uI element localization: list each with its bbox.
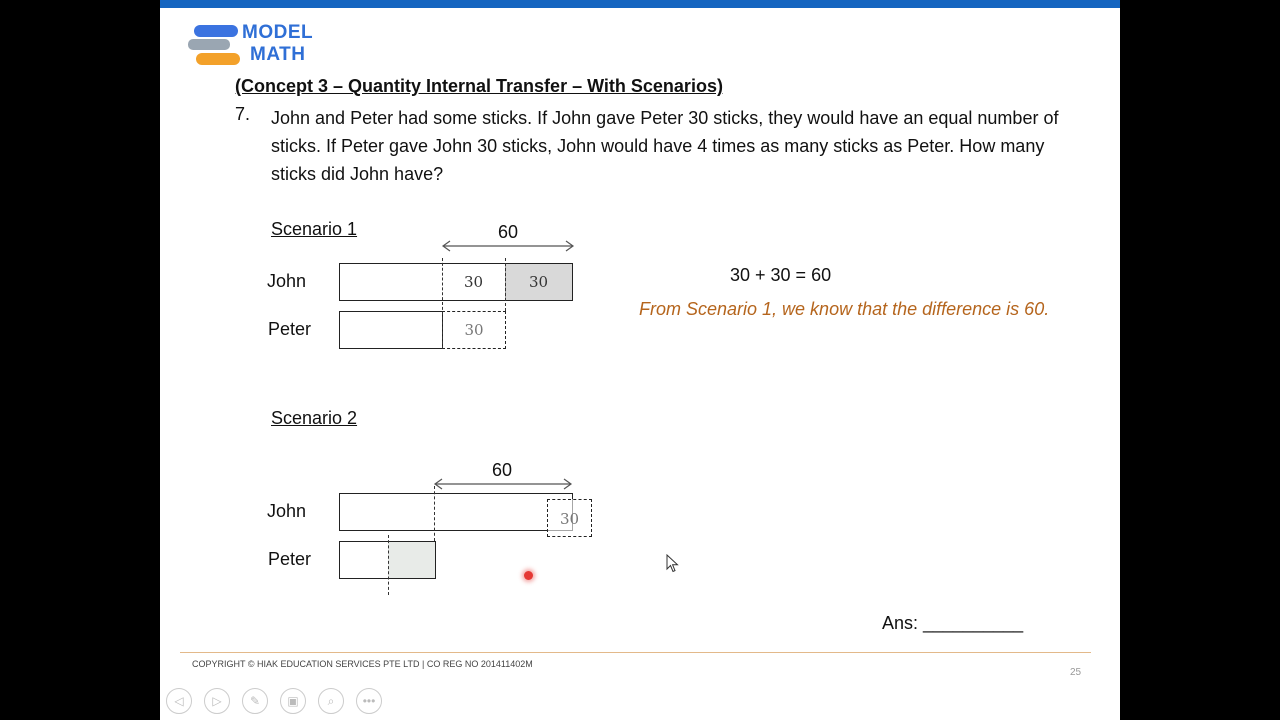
scenario-1-span-label: 60	[497, 222, 519, 242]
scenario-1-span-arrow	[440, 238, 576, 254]
slide	[160, 0, 1120, 720]
scenario-1-peter-bar	[339, 311, 443, 349]
model-math-logo	[186, 22, 326, 68]
question-text: John and Peter had some sticks. If John gave Peter 30 sticks, they would have an equal number of sticks. If Peter gave John 30 sticks, John would have 4 times as many sticks as Peter. How many sticks did John have?	[271, 108, 1059, 184]
question-number: 7.	[235, 104, 251, 124]
scenario-1-guide-line-right	[505, 258, 506, 311]
mouse-cursor-icon	[666, 554, 680, 574]
working-equation: 30 + 30 = 60	[730, 265, 832, 285]
prev-icon: ◁	[174, 694, 184, 708]
more-icon: •••	[362, 694, 376, 708]
scenario-2-heading: Scenario 2	[271, 408, 358, 428]
page-number: 25	[1070, 667, 1082, 678]
scenario-1-guide-line-left	[442, 258, 443, 349]
slides-icon: ▣	[287, 694, 299, 708]
zoom-icon: ⌕	[327, 693, 335, 708]
more-options-button[interactable]	[356, 688, 382, 714]
pen-button[interactable]	[242, 688, 268, 714]
logo-bars-icon	[186, 22, 246, 68]
slides-button[interactable]	[280, 688, 306, 714]
footer-divider	[180, 652, 1091, 653]
scenario-1-john-seg1-label: 30	[463, 273, 484, 291]
scenario-2-john-bar	[339, 493, 573, 531]
zoom-button[interactable]	[318, 688, 344, 714]
scenario-1-john-label: John	[267, 271, 307, 291]
scenario-2-peter-shaded-part	[388, 542, 435, 578]
scenario-2-guide-line-right	[434, 486, 435, 541]
working-note: From Scenario 1, we know that the difference is 60.	[639, 299, 1050, 319]
answer-line[interactable]: Ans: __________	[882, 613, 1024, 633]
scenario-2-john-label: John	[267, 501, 307, 521]
scenario-2-peter-label: Peter	[268, 549, 312, 569]
scenario-2-span-arrow	[432, 476, 574, 492]
next-icon: ▷	[212, 694, 222, 708]
concept-title: (Concept 3 – Quantity Internal Transfer – With Scenarios)	[235, 76, 723, 96]
scenario-1-peter-label: Peter	[268, 319, 312, 339]
laser-pointer-dot	[524, 571, 533, 580]
prev-slide-button[interactable]	[166, 688, 192, 714]
logo-text-model: MODEL	[242, 22, 314, 43]
scenario-1-peter-dashed-label: 30	[464, 321, 484, 339]
logo-text-math: MATH	[250, 44, 306, 65]
next-slide-button[interactable]	[204, 688, 230, 714]
scenario-2-guide-line-left	[388, 535, 389, 595]
footer-copyright: COPYRIGHT © HIAK EDUCATION SERVICES PTE LTD | CO REG NO 201411402M	[192, 659, 533, 669]
scenario-1-heading: Scenario 1	[271, 219, 358, 239]
scenario-2-span-label: 60	[491, 460, 513, 480]
scenario-1-john-seg2-label: 30	[528, 273, 549, 291]
pen-icon: ✎	[249, 694, 261, 708]
scenario-2-john-dashed-label: 30	[559, 510, 580, 528]
top-accent-bar	[160, 0, 1120, 8]
